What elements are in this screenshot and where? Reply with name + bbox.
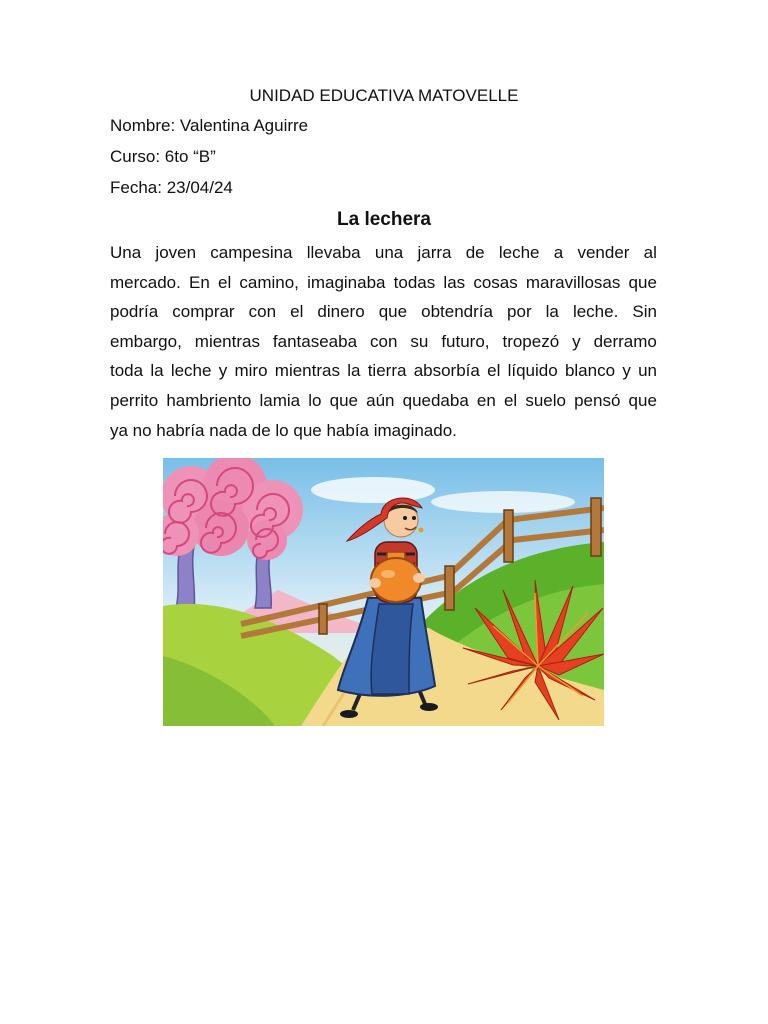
word: leche. [572, 302, 619, 322]
word: suelo [525, 390, 566, 410]
word: Sin [632, 302, 657, 322]
word: la [150, 361, 164, 381]
story-line [110, 327, 657, 357]
word: las [443, 272, 466, 292]
word: y [218, 361, 228, 381]
cloud [311, 477, 435, 503]
document-date: Fecha: 23/04/24 [110, 178, 233, 197]
word: que [329, 390, 358, 410]
word: fantaseaba [272, 331, 358, 351]
word: por [507, 302, 532, 322]
word: pensó [574, 390, 621, 410]
word: con [248, 302, 277, 322]
word: al [643, 243, 657, 262]
word: mientras [194, 331, 260, 351]
story-title: La lechera [337, 209, 431, 230]
word: perrito [110, 390, 159, 410]
word: En [189, 272, 210, 292]
word: líquido [507, 361, 558, 381]
word: maravillosas [525, 272, 621, 292]
word: la [347, 361, 361, 381]
word: quedaba [402, 390, 469, 410]
word: una [374, 243, 404, 262]
word: leche [498, 243, 540, 262]
word: la [545, 302, 559, 322]
word: joven [155, 243, 197, 262]
word: comprar [172, 302, 235, 322]
word: lo [308, 390, 322, 410]
word: obtendría [421, 302, 493, 322]
story-paragraph [110, 238, 657, 445]
word: embargo, [110, 331, 182, 351]
word: dinero [317, 302, 365, 322]
word: que [628, 272, 657, 292]
word: el [487, 361, 501, 381]
word: podría [110, 302, 159, 322]
word: absorbía [413, 361, 480, 381]
word: lamia [259, 390, 301, 410]
story-line [110, 268, 657, 298]
word: tierra [367, 361, 407, 381]
word: todas [393, 272, 436, 292]
word: blanco [564, 361, 616, 381]
story-line: ya no habría nada de lo que había imaginado. [110, 420, 457, 440]
word: de [465, 243, 485, 262]
word: jarra [417, 243, 452, 262]
word: el [503, 390, 518, 410]
word: que [628, 390, 657, 410]
word: vender [577, 243, 630, 262]
word: que [378, 302, 408, 322]
student-name: Nombre: Valentina Aguirre [110, 116, 309, 135]
word: mercado. [110, 272, 181, 292]
word: un [638, 361, 657, 381]
story-line [110, 297, 657, 327]
word: derramo [593, 331, 657, 351]
word: cosas [473, 272, 518, 292]
word: miro [234, 361, 268, 381]
word: y [572, 331, 581, 351]
word: imaginaba [307, 272, 386, 292]
word: aún [366, 390, 395, 410]
story-line [110, 386, 657, 416]
word: futuro, [441, 331, 490, 351]
word: el [217, 272, 232, 292]
story-line [110, 238, 657, 268]
word: hambriento [166, 390, 252, 410]
word: con [370, 331, 398, 351]
word: toda [110, 361, 144, 381]
word: leche [170, 361, 212, 381]
word: en [476, 390, 496, 410]
word: tropezó [502, 331, 560, 351]
word: su [410, 331, 429, 351]
milkmaid-image [163, 458, 604, 726]
word: el [290, 302, 304, 322]
word: Una [110, 243, 142, 262]
story-illustration [163, 458, 604, 726]
word: llevaba [306, 243, 361, 262]
school-name: UNIDAD EDUCATIVA MATOVELLE [249, 86, 519, 105]
cloud [431, 491, 575, 513]
student-course: Curso: 6to “B” [110, 147, 216, 166]
word: camino, [239, 272, 299, 292]
word: a [553, 243, 564, 262]
word: mientras [274, 361, 340, 381]
story-line [110, 356, 657, 386]
word: y [622, 361, 631, 381]
word: campesina [210, 243, 293, 262]
